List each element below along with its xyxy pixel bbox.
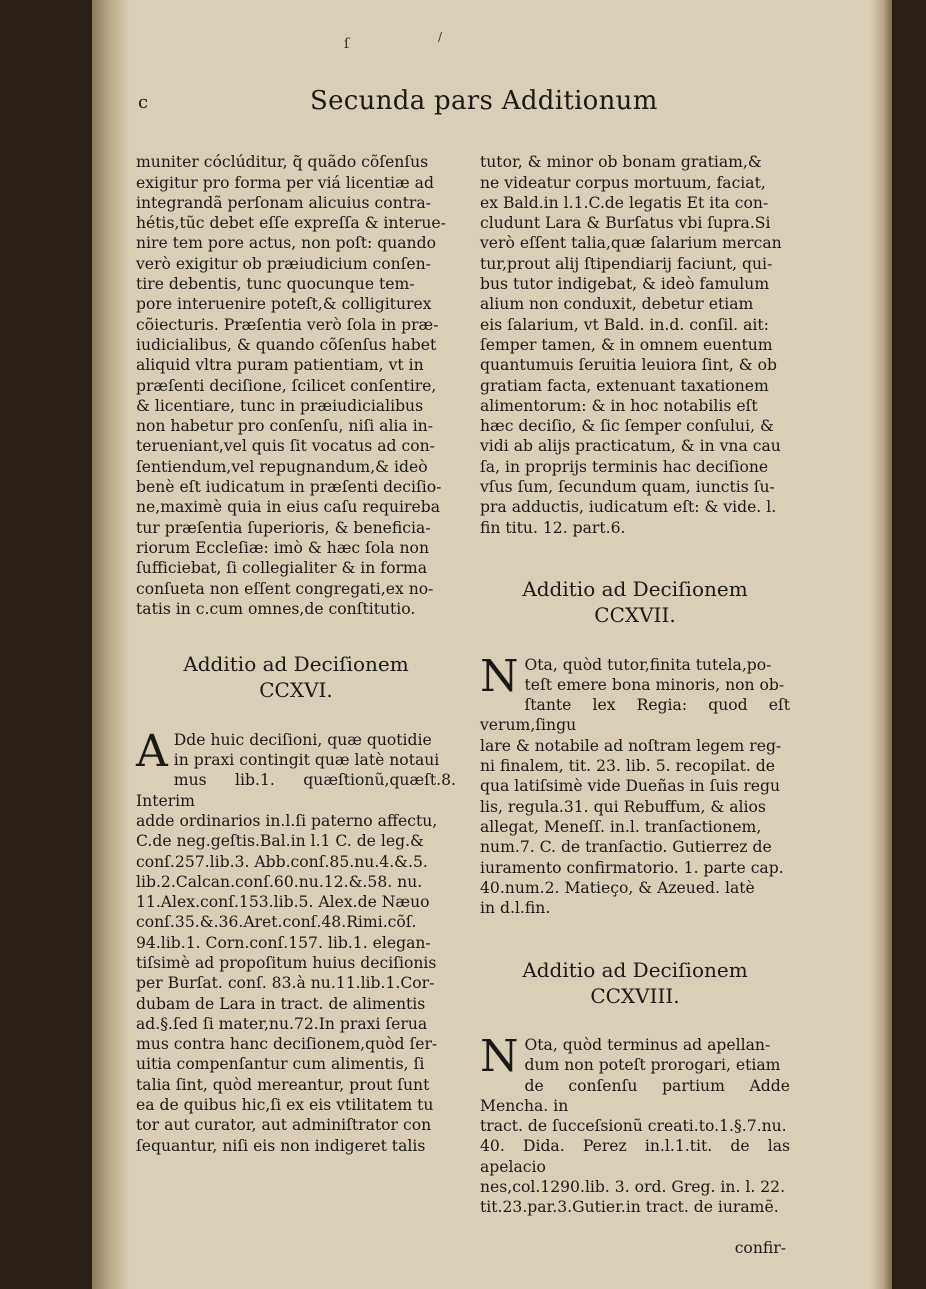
section-heading: Additio ad Deciſionem CCXVI. [183,652,409,703]
section-heading: Additio ad Deciſionem CCXVIII. [522,957,748,1008]
body-text: muniter cóclúditur, q̃ quãdo cõſenſus exigitur pro forma per viá licentiæ ad integrandã perſonam alicuius contra- hétis,tũc debet eſſe expreſſa & interue- nire tem pore actus, non poſt: quando verò exigitur ob præiudicium conſen- tire debentis, tunc quocunque tem- pore interuenire poteſt,& colligiturex cõiecturis. Præſentia verò ſola in præ- iudicialibus, & quando cõſenſus habet aliquid vltra puram patientiam, vt in præſenti deciſione, ſcilicet conſentire, & licentiare, tunc in præiudicialibus non habetur pro conſenſu, niſi alia in- terueniant,vel quis ſit vocatus ad con- ſentiendum,vel repugnandum,& ideò benè eſt iudicatum in præſenti deciſio- ne,maximè quia in eius caſu requireba tur præſentia ſuperioris, & beneficia- riorum Eccleſiæ: imò & hæc ſola non ſufficiebat, ſi collegialiter & in forma conſueta non eſſent congregati,ex no- tatis in c.cum omnes,de conſtitutio. [136,153,446,618]
running-title: Secunda pars Additionum [310,86,658,116]
margin-mark: / [438,30,443,44]
drop-cap: A [136,725,168,777]
paragraph-text: Dde huic deciſioni, quæ quotidie in praxi contingit quæ latè notaui mus lib.1. quæſtionũ,quæſt.8. Interim adde ordinarios in.l.ſi paterno affectu, C.de neg.geſtis.Bal.in l.1 C. de leg.& conſ.257.lib.3. Abb.conſ.85.nu.4.&.5. lib.2.Calcan.conſ.60.nu.12.&.58. nu. 11.Alex.conſ.153.lib.5. Alex.de Næuo conſ.35.&.36.Aret.conſ.48.Rimi.cõſ. 94.lib.1. Corn.conſ.157. lib.1. elegan- tiſsimè ad propoſitum huius deciſionis per Burſat. conſ. 83.à nu.11.lib.1.Cor- dubam de Lara in tract. de alimentis ad.§.ſed ſi mater,nu.72.In praxi ſerua mus contra hanc deciſionem,quòd ſer- uitia compenſantur cum alimentis, ſi talia ſint, quòd mereantur, prout ſunt ea de quibus hic,ſi ex eis vtilitatem tu tor aut curator, aut adminiſtrator con ſequantur, niſi eis non indigeret talis [136,730,456,1155]
page-edge [870,0,892,1289]
paragraph-text: Ota, quòd tutor,finita tutela,po- teſt emere bona minoris, non ob- ſtante lex Regia: quod eſt verum,ſingu lare & notabile ad noſtram legem reg- ni finalem, tit. 23. lib. 5. recopilat. de qua latiſsimè vide Dueñas in ſuis regu lis, regula.31. qui Rebuffum, & alios allegat, Meneſſ. in.l. tranſactionem, num.7. C. de tranſactio. Gutierrez de iuramento confirmatorio. 1. parte cap. 40.num.2. Matieço, & Azeued. latè in d.l.fin. [480,655,790,918]
right-column [480,132,790,1279]
drop-cap: N [480,1030,519,1082]
section-heading: Additio ad Deciſionem CCXVII. [522,577,748,628]
running-header [138,86,730,126]
body-text: tutor, & minor ob bonam gratiam,& ne videatur corpus mortuum, faciat, ex Bald.in l.1.C.de legatis Et ita con- cludunt Lara & Burſatus vbi ſupra.Si verò eſſent talia,quæ ſalarium mercan tur,prout alij ſtipendiarij faciunt, qui- bus tutor indigebat, & ideò famulum alium non conduxit, debetur etiam eis ſalarium, vt Bald. in.d. conſil. ait: ſemper tamen, & in omnem euentum quantumuis ſeruitia leuiora ſint, & ob gratiam facta, extenuant taxationem alimentorum: & in hoc notabilis eſt hæc deciſio, & ſic ſemper conſului, & vidi ab alijs practicatum, & in vna cau ſa, in proprijs terminis hac deciſione vſus ſum, ſecundum quam, iunctis ſu- pra adductis, iudicatum eſt: & vide. l. fin titu. 12. part.6. [480,153,782,537]
margin-mark: ſ [344,36,350,52]
body-text [136,725,456,1156]
body-text [480,1030,790,1218]
paragraph-text: Ota, quòd terminus ad apellan- dum non poteſt prorogari, etiam de conſenſu partium Adde Mencha. in tract. de ſucceſsionũ creati.to.1.§.7.nu. 40. Dida. Perez in.l.1.tit. de las apelacio nes,col.1290.lib. 3. ord. Greg. in. l. 22. tit.23.par.3.Gutier.in tract. de iuramẽ. [480,1035,790,1217]
body-text [480,650,790,919]
book-page [92,0,892,1289]
left-column [136,132,456,1176]
catchword: confir- [734,1238,786,1257]
drop-cap: N [480,650,519,702]
header-ornament: c [138,92,149,113]
page-gutter [92,0,130,1289]
